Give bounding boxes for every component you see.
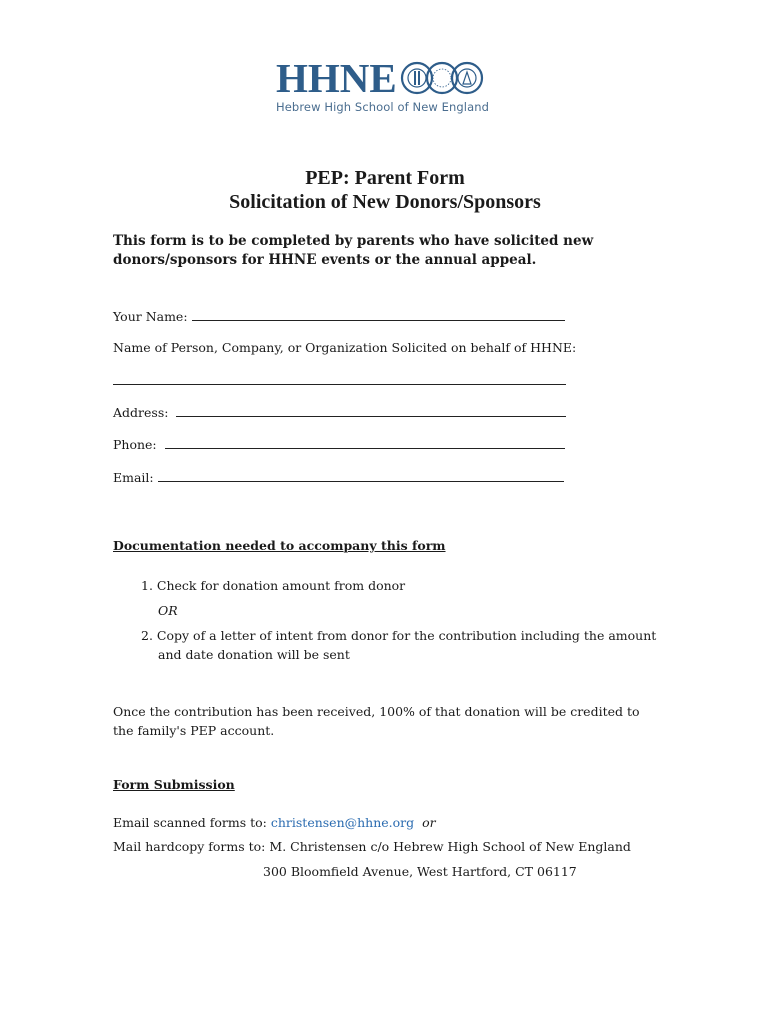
email-blank[interactable] (158, 469, 564, 482)
doc-item-2-continued: and date donation will be sent (158, 647, 350, 662)
intro-text: This form is to be completed by parents who have solicited new donors/sponsors for HHNE events or the annual appeal. (113, 233, 594, 268)
org-solicited-field (113, 372, 566, 389)
mail-recipient: M. Christensen c/o Hebrew High School of New England (269, 839, 631, 854)
doc-item-2-text: Copy of a letter of intent from donor for the contribution including the amount (156, 628, 657, 643)
credit-note: Once the contribution has been received, 100% of that donation will be credited to the family's PEP account. (113, 704, 640, 738)
doc-item-2-number: 2. (141, 628, 153, 643)
email-submission-line (113, 815, 436, 831)
email-submission-label: Email scanned forms to: (113, 815, 267, 830)
email-field (113, 469, 564, 486)
your-name-field (113, 308, 565, 325)
mail-address: 300 Bloomfield Avenue, West Hartford, CT 06117 (263, 864, 577, 879)
org-solicited-label: Name of Person, Company, or Organization Solicited on behalf of HHNE: (113, 340, 577, 355)
submission-email-link[interactable]: christensen@hhne.org (270, 815, 415, 830)
address-blank[interactable] (176, 404, 566, 417)
address-label: Address: (113, 405, 169, 420)
mail-submission-line (113, 839, 631, 855)
phone-blank[interactable] (165, 436, 565, 449)
doc-item-2 (141, 626, 656, 645)
your-name-blank[interactable] (192, 308, 565, 321)
email-label: Email: (113, 470, 154, 485)
doc-item-1 (141, 576, 405, 595)
phone-label: Phone: (113, 437, 157, 452)
documentation-heading: Documentation needed to accompany this form (113, 538, 446, 553)
logo-subtitle: Hebrew High School of New England (276, 100, 490, 114)
school-logo (276, 55, 508, 118)
logo-wordmark: HHNE (276, 55, 397, 101)
your-name-label: Your Name: (113, 309, 188, 324)
mail-submission-label: Mail hardcopy forms to: (113, 839, 266, 854)
form-title: PEP: Parent Form (305, 167, 465, 189)
doc-item-1-number: 1. (141, 578, 153, 593)
form-subtitle: Solicitation of New Donors/Sponsors (229, 191, 541, 213)
submission-heading: Form Submission (113, 777, 235, 792)
org-solicited-blank[interactable] (113, 372, 566, 385)
logo-rings-icon (399, 60, 485, 96)
phone-field (113, 436, 565, 453)
doc-or: OR (158, 603, 178, 618)
doc-item-1-text: Check for donation amount from donor (156, 578, 406, 593)
address-field (113, 404, 566, 421)
email-or: or (422, 815, 436, 830)
